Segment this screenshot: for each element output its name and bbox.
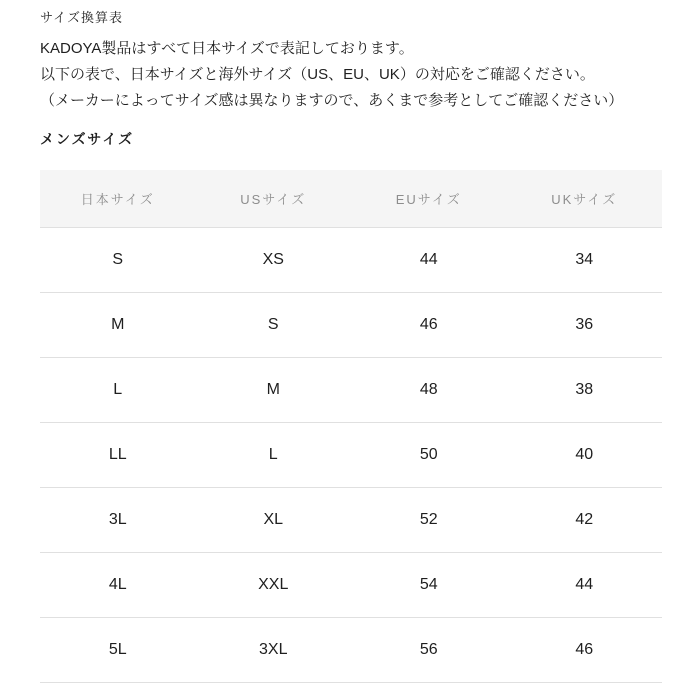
table-cell: L	[40, 357, 196, 422]
table-cell: 56	[351, 617, 507, 682]
section-title-mens-size: メンズサイズ	[40, 131, 135, 147]
table-cell: 50	[351, 422, 507, 487]
table-cell: L	[196, 422, 352, 487]
table-cell: 54	[351, 552, 507, 617]
column-header-us-size: USサイズ	[196, 170, 352, 227]
column-header-jp-size: 日本サイズ	[40, 170, 196, 227]
table-cell: 3L	[40, 487, 196, 552]
table-row	[40, 487, 662, 552]
table-row	[40, 357, 662, 422]
table-cell: 36	[507, 292, 663, 357]
table-cell: 34	[507, 227, 663, 292]
size-conversion-table	[40, 170, 662, 683]
table-cell: 42	[507, 487, 663, 552]
intro-line: 以下の表で、日本サイズと海外サイズ（US、EU、UK）の対応をご確認ください。	[40, 66, 595, 83]
table-cell: 44	[507, 552, 663, 617]
table-cell: 3XL	[196, 617, 352, 682]
table-cell: 5L	[40, 617, 196, 682]
intro-line: KADOYA製品はすべて日本サイズで表記しております。	[40, 40, 414, 57]
intro-paragraph	[40, 36, 662, 114]
table-cell: 52	[351, 487, 507, 552]
table-cell: XXL	[196, 552, 352, 617]
table-cell: 44	[351, 227, 507, 292]
page-title: サイズ換算表	[40, 10, 123, 25]
table-row	[40, 227, 662, 292]
table-cell: XS	[196, 227, 352, 292]
column-header-eu-size: EUサイズ	[351, 170, 507, 227]
table-header-row	[40, 170, 662, 227]
size-table-body	[40, 227, 662, 682]
table-cell: 38	[507, 357, 663, 422]
table-cell: 46	[507, 617, 663, 682]
table-row	[40, 617, 662, 682]
table-row	[40, 422, 662, 487]
table-cell: S	[196, 292, 352, 357]
table-cell: 4L	[40, 552, 196, 617]
table-header	[40, 170, 662, 227]
table-cell: M	[40, 292, 196, 357]
column-header-uk-size: UKサイズ	[507, 170, 663, 227]
table-cell: M	[196, 357, 352, 422]
table-row	[40, 552, 662, 617]
table-cell: S	[40, 227, 196, 292]
table-cell: 48	[351, 357, 507, 422]
intro-line: （メーカーによってサイズ感は異なりますので、あくまで参考としてご確認ください）	[40, 92, 624, 109]
table-cell: 40	[507, 422, 663, 487]
table-row	[40, 292, 662, 357]
table-cell: 46	[351, 292, 507, 357]
table-cell: LL	[40, 422, 196, 487]
table-cell: XL	[196, 487, 352, 552]
